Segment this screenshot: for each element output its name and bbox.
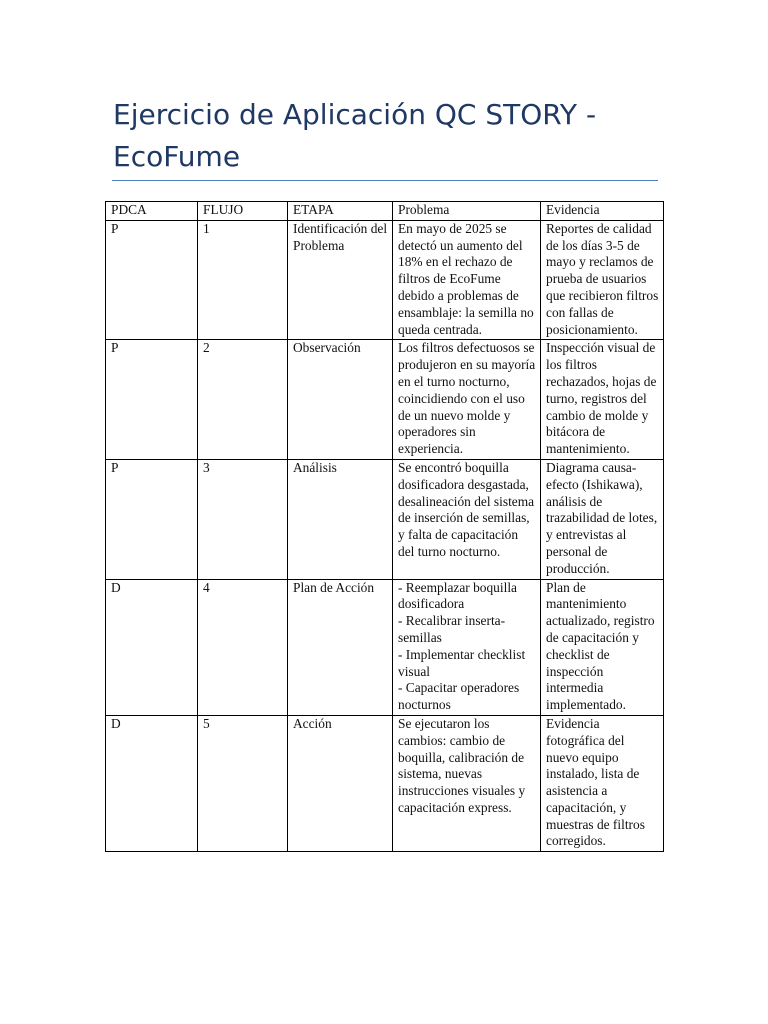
header-problema: Problema <box>393 202 541 221</box>
cell-pdca: D <box>106 579 198 715</box>
cell-problema: Se ejecutaron los cambios: cambio de boquilla, calibración de sistema, nuevas instrucciones visuales y capacitación express. <box>393 715 541 851</box>
cell-etapa: Acción <box>288 715 393 851</box>
cell-etapa: Análisis <box>288 459 393 579</box>
header-evidencia: Evidencia <box>541 202 664 221</box>
cell-evidencia: Diagrama causa-efecto (Ishikawa), análisis de trazabilidad de lotes, y entrevistas al personal de producción. <box>541 459 664 579</box>
cell-etapa: Identificación del Problema <box>288 220 393 340</box>
cell-problema: En mayo de 2025 se detectó un aumento del 18% en el rechazo de filtros de EcoFume debido a problemas de ensamblaje: la semilla no queda centrada. <box>393 220 541 340</box>
cell-pdca: D <box>106 715 198 851</box>
cell-problema: Se encontró boquilla dosificadora desgastada, desalineación del sistema de inserción de semillas, y falta de capacitación del turno nocturno. <box>393 459 541 579</box>
cell-evidencia: Inspección visual de los filtros rechazados, hojas de turno, registros del cambio de molde y bitácora de mantenimiento. <box>541 340 664 460</box>
cell-flujo: 3 <box>198 459 288 579</box>
table-row <box>106 715 664 851</box>
cell-etapa: Observación <box>288 340 393 460</box>
cell-problema: - Reemplazar boquilla dosificadora - Recalibrar inserta-semillas - Implementar checklist visual - Capacitar operadores nocturnos <box>393 579 541 715</box>
cell-evidencia: Reportes de calidad de los días 3-5 de mayo y reclamos de prueba de usuarios que recibieron filtros con fallas de posicionamiento. <box>541 220 664 340</box>
table-row <box>106 220 664 340</box>
table-row <box>106 459 664 579</box>
cell-flujo: 2 <box>198 340 288 460</box>
cell-flujo: 4 <box>198 579 288 715</box>
header-flujo: FLUJO <box>198 202 288 221</box>
cell-etapa: Plan de Acción <box>288 579 393 715</box>
cell-evidencia: Plan de mantenimiento actualizado, registro de capacitación y checklist de inspección intermedia implementado. <box>541 579 664 715</box>
table-row <box>106 579 664 715</box>
header-row <box>106 202 664 221</box>
cell-pdca: P <box>106 340 198 460</box>
table-row <box>106 340 664 460</box>
qc-story-table <box>105 201 664 852</box>
header-etapa: ETAPA <box>288 202 393 221</box>
table-body <box>106 220 664 851</box>
cell-problema: Los filtros defectuosos se produjeron en su mayoría en el turno nocturno, coincidiendo con el uso de un nuevo molde y operadores sin experiencia. <box>393 340 541 460</box>
cell-flujo: 5 <box>198 715 288 851</box>
cell-evidencia: Evidencia fotográfica del nuevo equipo instalado, lista de asistencia a capacitación, y muestras de filtros corregidos. <box>541 715 664 851</box>
table-header <box>106 202 664 221</box>
cell-flujo: 1 <box>198 220 288 340</box>
document-title: Ejercicio de Aplicación QC STORY - EcoFume <box>113 98 597 173</box>
header-pdca: PDCA <box>106 202 198 221</box>
title-underline <box>112 180 658 181</box>
cell-pdca: P <box>106 459 198 579</box>
cell-pdca: P <box>106 220 198 340</box>
